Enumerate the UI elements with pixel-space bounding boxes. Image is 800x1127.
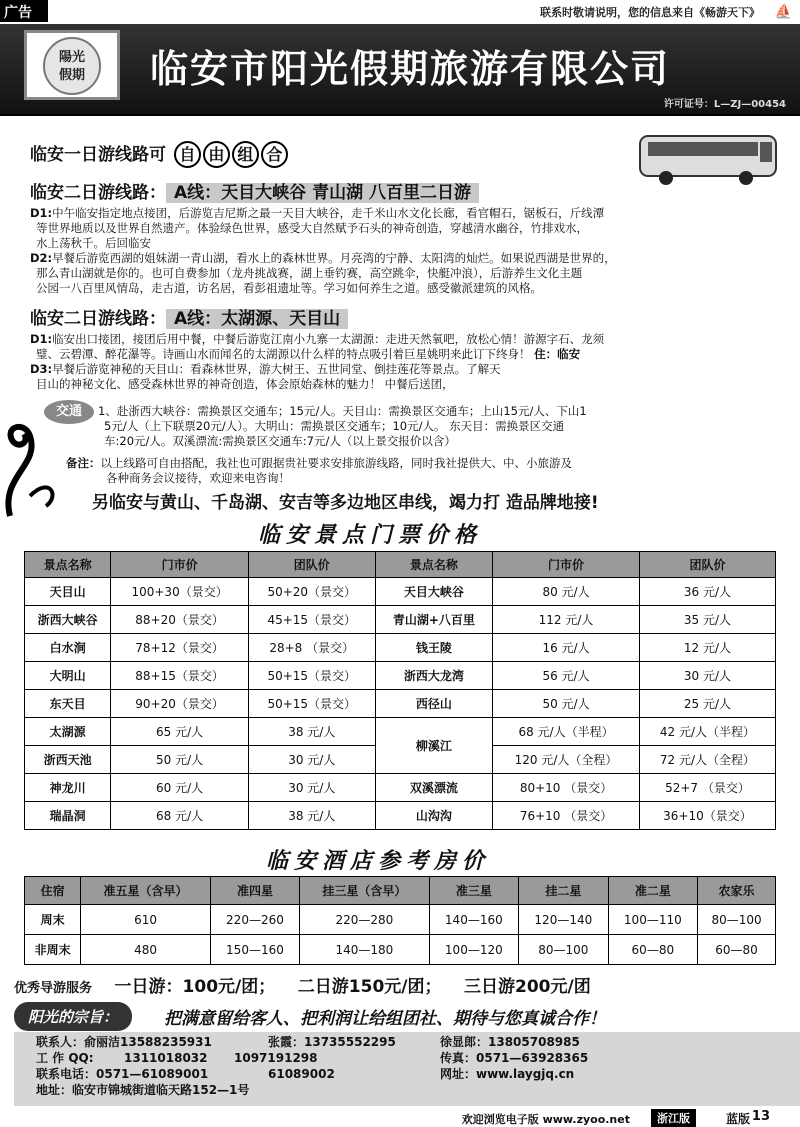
cell: 瑞晶洞: [25, 802, 111, 830]
cell: 双溪漂流: [375, 774, 493, 802]
cell: 65 元/人: [111, 718, 249, 746]
remarks-text: 以上线路可自由搭配，我社也可跟据贵社要求安排旅游线路，同时我社提供大、中、小旅游及: [100, 456, 572, 470]
col-header: 门市价: [111, 552, 249, 578]
cell: 68 元/人（半程）: [493, 718, 640, 746]
cell: 78+12（景交）: [111, 634, 249, 662]
cell: 16 元/人: [493, 634, 640, 662]
line1-label: 临安一日游线路可: [30, 145, 166, 165]
qq-label: 工 作 QQ:: [36, 1051, 94, 1065]
cell: 50+15（景交）: [248, 662, 375, 690]
line3-route: A线：太湖源、天目山: [166, 309, 348, 329]
col-header: 准四星: [210, 877, 300, 905]
contact-block: [14, 1032, 800, 1106]
cell: 90+20（景交）: [111, 690, 249, 718]
line2-label: 临安二日游线路：: [30, 183, 166, 203]
cell: 天目大峡谷: [375, 578, 493, 606]
cell: 36+10（景交）: [639, 802, 775, 830]
traffic-tag: 交通: [44, 400, 94, 424]
day1-text-2: 璧、云碧潭、醉花瀑等。诗画山水而闻名的太湖源以什么样的特点吸引着巨星姚明来此订下终身！ 住：临安: [36, 347, 581, 361]
day1-label: D1:: [30, 206, 53, 220]
bus-icon: [636, 128, 782, 188]
company-header: [0, 24, 800, 116]
col-header: 景点名称: [375, 552, 493, 578]
day1-text: 中午临安指定地点接团，后游览吉尼斯之最一天目大峡谷，走千米山水文化长廊，看官帽石，锯板石，斤线潭: [52, 206, 605, 220]
cell: 60—80: [698, 935, 776, 965]
logo-text-bottom: 假期: [58, 68, 85, 83]
line3-title: [30, 304, 348, 329]
fax: 传真：0571—63928365: [440, 1051, 589, 1065]
line2-itinerary: [30, 206, 780, 296]
day3-text: 早餐后游览神秘的天目山：看森林世界，游大树王、五世同堂、倒挂莲花等景点。了解天: [52, 362, 501, 376]
logo-seal: [43, 37, 101, 95]
cell: 60 元/人: [111, 774, 249, 802]
circle-char-1: 自: [174, 141, 201, 168]
cell: 120—140: [519, 905, 609, 935]
cell: 80—100: [519, 935, 609, 965]
table-header-row: [25, 552, 776, 578]
day3-text-2: 目山的神秘文化、感受森林世界的神奇创造，体会原始森林的魅力！ 中餐后送团，: [36, 377, 454, 391]
table-row: [25, 774, 776, 802]
cell: 50+15（景交）: [248, 690, 375, 718]
contact-person: 联系人：俞丽洁13588235931: [36, 1035, 212, 1049]
cell: 112 元/人: [493, 606, 640, 634]
contact-phone-2: 张霞：13735552295: [268, 1035, 396, 1049]
table-row: [25, 634, 776, 662]
col-header: 农家乐: [698, 877, 776, 905]
table-header-row: [25, 877, 776, 905]
qq-1: 1311018032: [124, 1051, 208, 1065]
cell: 100+30（景交）: [111, 578, 249, 606]
contact-phone-3: 徐显郎：13805708985: [440, 1035, 580, 1049]
col-header: 团队价: [248, 552, 375, 578]
traffic-info: [98, 404, 780, 449]
top-note: 联系时敬请说明，您的信息来自《畅游天下》: [540, 6, 760, 19]
cell: 56 元/人: [493, 662, 640, 690]
hotel-price-table: [24, 876, 776, 965]
cell: 太湖源: [25, 718, 111, 746]
cell: 西径山: [375, 690, 493, 718]
address: 地址：临安市锦城街道临天路152—1号: [36, 1083, 250, 1097]
cell: 青山湖+八百里: [375, 606, 493, 634]
guide-service: [14, 972, 591, 997]
cell: 50 元/人: [111, 746, 249, 774]
company-name: 临安市阳光假期旅游有限公司: [150, 47, 671, 91]
day1-label: D1:: [30, 332, 53, 346]
swirl-ornament: [0, 416, 70, 526]
circle-char-2: 由: [203, 141, 230, 168]
ticket-price-table: [24, 551, 776, 830]
remarks-text-2: 各种商务会议接待，欢迎来电咨询！: [106, 471, 290, 485]
top-strip: [0, 0, 800, 24]
cell: 30 元/人: [248, 774, 375, 802]
cell: 220—280: [300, 905, 429, 935]
logo-text-top: 陽光: [58, 50, 85, 65]
col-header: 准二星: [608, 877, 698, 905]
cell: 610: [81, 905, 210, 935]
cell: 36 元/人: [639, 578, 775, 606]
contact-row: [36, 1082, 800, 1098]
table-row: [25, 662, 776, 690]
cell: 140—180: [300, 935, 429, 965]
cell: 42 元/人（半程）: [639, 718, 775, 746]
guide-three-day: 三日游200元/团: [464, 977, 591, 997]
cell: 150—160: [210, 935, 300, 965]
line2-title: [30, 178, 479, 203]
col-header: 准三星: [429, 877, 519, 905]
contact-tel: 联系电话：0571—61089001: [36, 1067, 209, 1081]
day2-text-2: 那么青山湖就是你的。也可自费参加（龙舟挑战赛，湖上垂钓赛，高空跳伞，快艇冲浪），后游养生文化主题: [36, 266, 583, 280]
guide-two-day: 二日游150元/团；: [297, 977, 442, 997]
motto-bar: [14, 1002, 794, 1030]
col-header: 团队价: [639, 552, 775, 578]
remarks-label: 备注：: [66, 456, 101, 470]
guide-one-day: 一日游：100元/团；: [114, 977, 276, 997]
footer-edition: 浙江版: [651, 1109, 696, 1127]
line3-itinerary: [30, 332, 780, 392]
page-number: 13: [751, 1109, 770, 1124]
circle-char-3: 组: [232, 141, 259, 168]
stay-note: 住：临安: [534, 347, 581, 361]
cell: 100—120: [429, 935, 519, 965]
cell: 60—80: [608, 935, 698, 965]
table-row: [25, 802, 776, 830]
cell: 浙西天池: [25, 746, 111, 774]
boat-icon: ⛵: [774, 4, 792, 20]
table-row: [25, 905, 776, 935]
day1-text-3: 水上荡秋千。后回临安: [36, 236, 151, 250]
table-row: [25, 690, 776, 718]
line3-label: 临安二日游线路：: [30, 309, 166, 329]
cell: 45+15（景交）: [248, 606, 375, 634]
cell: 80+10 （景交）: [493, 774, 640, 802]
contact-row: [36, 1034, 800, 1050]
cell: 80—100: [698, 905, 776, 935]
day2-text-3: 公园一八百里风情岛，走古道，访名居，看彭祖遗址等。学习如何养生之道。感受徽派建筑的风格。: [36, 281, 542, 295]
motto-tag: 阳光的宗旨：: [14, 1002, 132, 1031]
cell: 120 元/人（全程）: [493, 746, 640, 774]
day2-label: D2:: [30, 251, 53, 265]
qq-2: 1097191298: [234, 1051, 318, 1065]
cell: 38 元/人: [248, 718, 375, 746]
circle-char-4: 合: [261, 141, 288, 168]
table-row: [25, 718, 776, 746]
cell: 140—160: [429, 905, 519, 935]
page-footer: [0, 1108, 800, 1127]
cell: 钱王陵: [375, 634, 493, 662]
cell: 浙西大龙湾: [375, 662, 493, 690]
remarks: [66, 456, 780, 486]
cell: 柳溪江: [375, 718, 493, 774]
cell: 50+20（景交）: [248, 578, 375, 606]
table-row: [25, 578, 776, 606]
col-header: 准五星（含早）: [81, 877, 210, 905]
contact-tel-2: 61089002: [268, 1067, 335, 1081]
contact-row: [36, 1066, 800, 1082]
day1-text: 临安出口接团，接团后用中餐，中餐后游览江南小九寨一太湖源：走进天然氧吧，放松心情！游源字石、龙须: [52, 332, 605, 346]
cell: 30 元/人: [248, 746, 375, 774]
table-row: [25, 606, 776, 634]
traffic-text-2: 5元/人（上下联票20元/人）。大明山：需换景区交通车；10元/人。 东天目：需换景区交通: [104, 419, 565, 433]
col-header: 景点名称: [25, 552, 111, 578]
cell: 80 元/人: [493, 578, 640, 606]
cell: 72 元/人（全程）: [639, 746, 775, 774]
col-header: 挂三星（含早）: [300, 877, 429, 905]
footer-color: 蓝版: [725, 1112, 750, 1126]
contact-row: [36, 1050, 800, 1066]
cell: 88+15（景交）: [111, 662, 249, 690]
cell: 35 元/人: [639, 606, 775, 634]
cell: 天目山: [25, 578, 111, 606]
cell: 非周末: [25, 935, 81, 965]
ad-tag: 广告: [0, 0, 48, 22]
cell: 大明山: [25, 662, 111, 690]
motto-text: 把满意留给客人、把利润让给组团社、期待与您真诚合作！: [164, 1009, 606, 1029]
cell: 50 元/人: [493, 690, 640, 718]
cell: 220—260: [210, 905, 300, 935]
cell: 东天目: [25, 690, 111, 718]
line1-title: [30, 140, 288, 168]
col-header: 门市价: [493, 552, 640, 578]
col-header: 挂二星: [519, 877, 609, 905]
ticket-section-title: 临安景点门票价格: [258, 523, 483, 548]
col-header: 住宿: [25, 877, 81, 905]
cell: 30 元/人: [639, 662, 775, 690]
cell: 88+20（景交）: [111, 606, 249, 634]
table-row: [25, 935, 776, 965]
line2-route: A线：天目大峡谷 青山湖 八百里二日游: [166, 183, 479, 203]
cell: 25 元/人: [639, 690, 775, 718]
slogan: 另临安与黄山、千岛湖、安吉等多边地区串线，竭力打 造品牌地接!: [92, 493, 599, 513]
cell: 480: [81, 935, 210, 965]
footer-site: 欢迎浏览电子版 www.zyoo.net: [461, 1113, 630, 1126]
day2-text: 早餐后游览西湖的姐妹湖一青山湖，看水上的森林世界。月亮湾的宁静、太阳湾的灿烂。如果说西湖是世界的，: [52, 251, 616, 265]
cell: 白水涧: [25, 634, 111, 662]
guide-label: 优秀导游服务: [14, 981, 93, 996]
traffic-text-3: 车:20元/人。双溪漂流:需换景区交通车:7元/人（以上景交报价以含）: [104, 434, 456, 448]
traffic-text-1: 1、赴浙西大峡谷：需换景区交通车；15元/人。天目山：需换景区交通车；上山15元/人、下山1: [98, 404, 587, 418]
day1-text-2: 等世界地质以及世界自然遗产。体验绿色世界，感受大自然赋予石头的神奇创造，穿越清水幽谷，竹排戏水，: [36, 221, 588, 235]
logo: [24, 30, 120, 100]
cell: 68 元/人: [111, 802, 249, 830]
cell: 神龙川: [25, 774, 111, 802]
cell: 12 元/人: [639, 634, 775, 662]
website: 网址：www.laygjq.cn: [440, 1067, 575, 1081]
cell: 100—110: [608, 905, 698, 935]
hotel-section-title: 临安酒店参考房价: [266, 849, 491, 874]
cell: 山沟沟: [375, 802, 493, 830]
cell: 周末: [25, 905, 81, 935]
cell: 76+10 （景交）: [493, 802, 640, 830]
cell: 38 元/人: [248, 802, 375, 830]
cell: 28+8 （景交）: [248, 634, 375, 662]
day3-label: D3:: [30, 362, 53, 376]
license-number: 许可证号：L—ZJ—00454: [663, 99, 786, 110]
cell: 浙西大峡谷: [25, 606, 111, 634]
cell: 52+7 （景交）: [639, 774, 775, 802]
